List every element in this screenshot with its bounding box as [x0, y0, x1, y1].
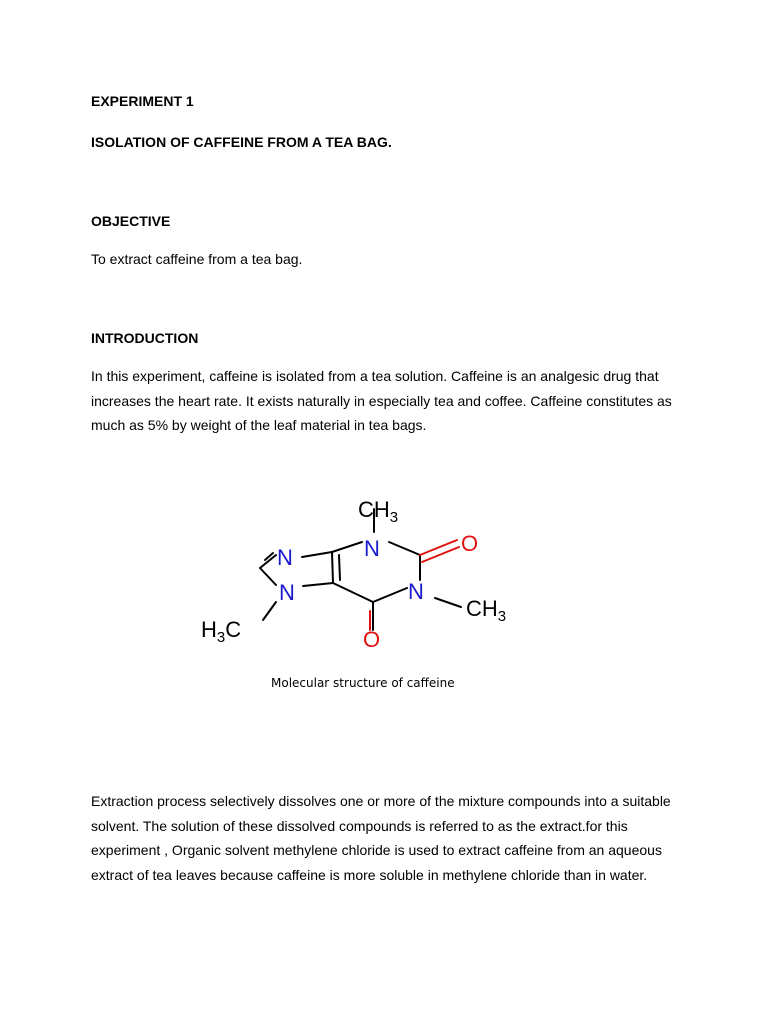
- bond: [435, 598, 461, 607]
- bond: [339, 555, 340, 580]
- ch3-top-subscript: 3: [389, 509, 399, 526]
- nitrogen-top-atom: N: [364, 536, 380, 561]
- bond: [420, 540, 457, 555]
- objective-text: To extract caffeine from a tea bag.: [91, 251, 303, 267]
- introduction-heading: INTRODUCTION: [91, 330, 199, 346]
- bond: [422, 547, 459, 562]
- figure-caption: Molecular structure of caffeine: [271, 676, 455, 690]
- nitrogen-right-atom: N: [408, 579, 424, 604]
- ch3-top-label: CH: [358, 497, 390, 522]
- bond: [389, 542, 420, 555]
- document-title: ISOLATION OF CAFFEINE FROM A TEA BAG.: [91, 134, 392, 150]
- ch3-right-subscript: 3: [497, 608, 507, 625]
- h3c-subscript: 3: [216, 629, 226, 646]
- methyl-group-left: [201, 617, 241, 646]
- bond: [332, 552, 333, 583]
- oxygen-bottom-atom: O: [363, 627, 381, 652]
- bond: [302, 552, 332, 557]
- bond: [373, 588, 407, 602]
- caffeine-structure-diagram: [185, 490, 555, 660]
- bond: [263, 602, 276, 620]
- h3c-h-label: H: [201, 617, 217, 642]
- extraction-paragraph: Extraction process selectively dissolves one or more of the mixture compounds into a suitable solvent. The solution of these dissolved compounds is referred to as the extract.for this experiment , Organic solvent methylene chloride is used to extract caffeine from an aqueous extract of tea leaves because caffeine is more soluble in methylene chloride than in water.: [91, 793, 671, 883]
- objective-heading: OBJECTIVE: [91, 213, 171, 229]
- nitrogen-left-upper-atom: N: [277, 545, 293, 570]
- bond: [333, 583, 373, 602]
- experiment-label: EXPERIMENT 1: [91, 93, 194, 109]
- h3c-c-label: C: [225, 617, 242, 642]
- methyl-group-right: [466, 596, 506, 625]
- methyl-group-top: [358, 497, 398, 526]
- bond: [303, 583, 333, 586]
- introduction-paragraph: In this experiment, caffeine is isolated from a tea solution. Caffeine is an analgesic drug that increases the heart rate. It exists naturally in especially tea and coffee. Caffeine constitutes as much as 5% by weight of the leaf material in tea bags.: [91, 368, 672, 433]
- ch3-right-label: CH: [466, 596, 498, 621]
- nitrogen-left-lower-atom: N: [279, 580, 295, 605]
- oxygen-right-atom: O: [461, 531, 479, 556]
- bond: [332, 542, 362, 552]
- bond: [260, 568, 276, 585]
